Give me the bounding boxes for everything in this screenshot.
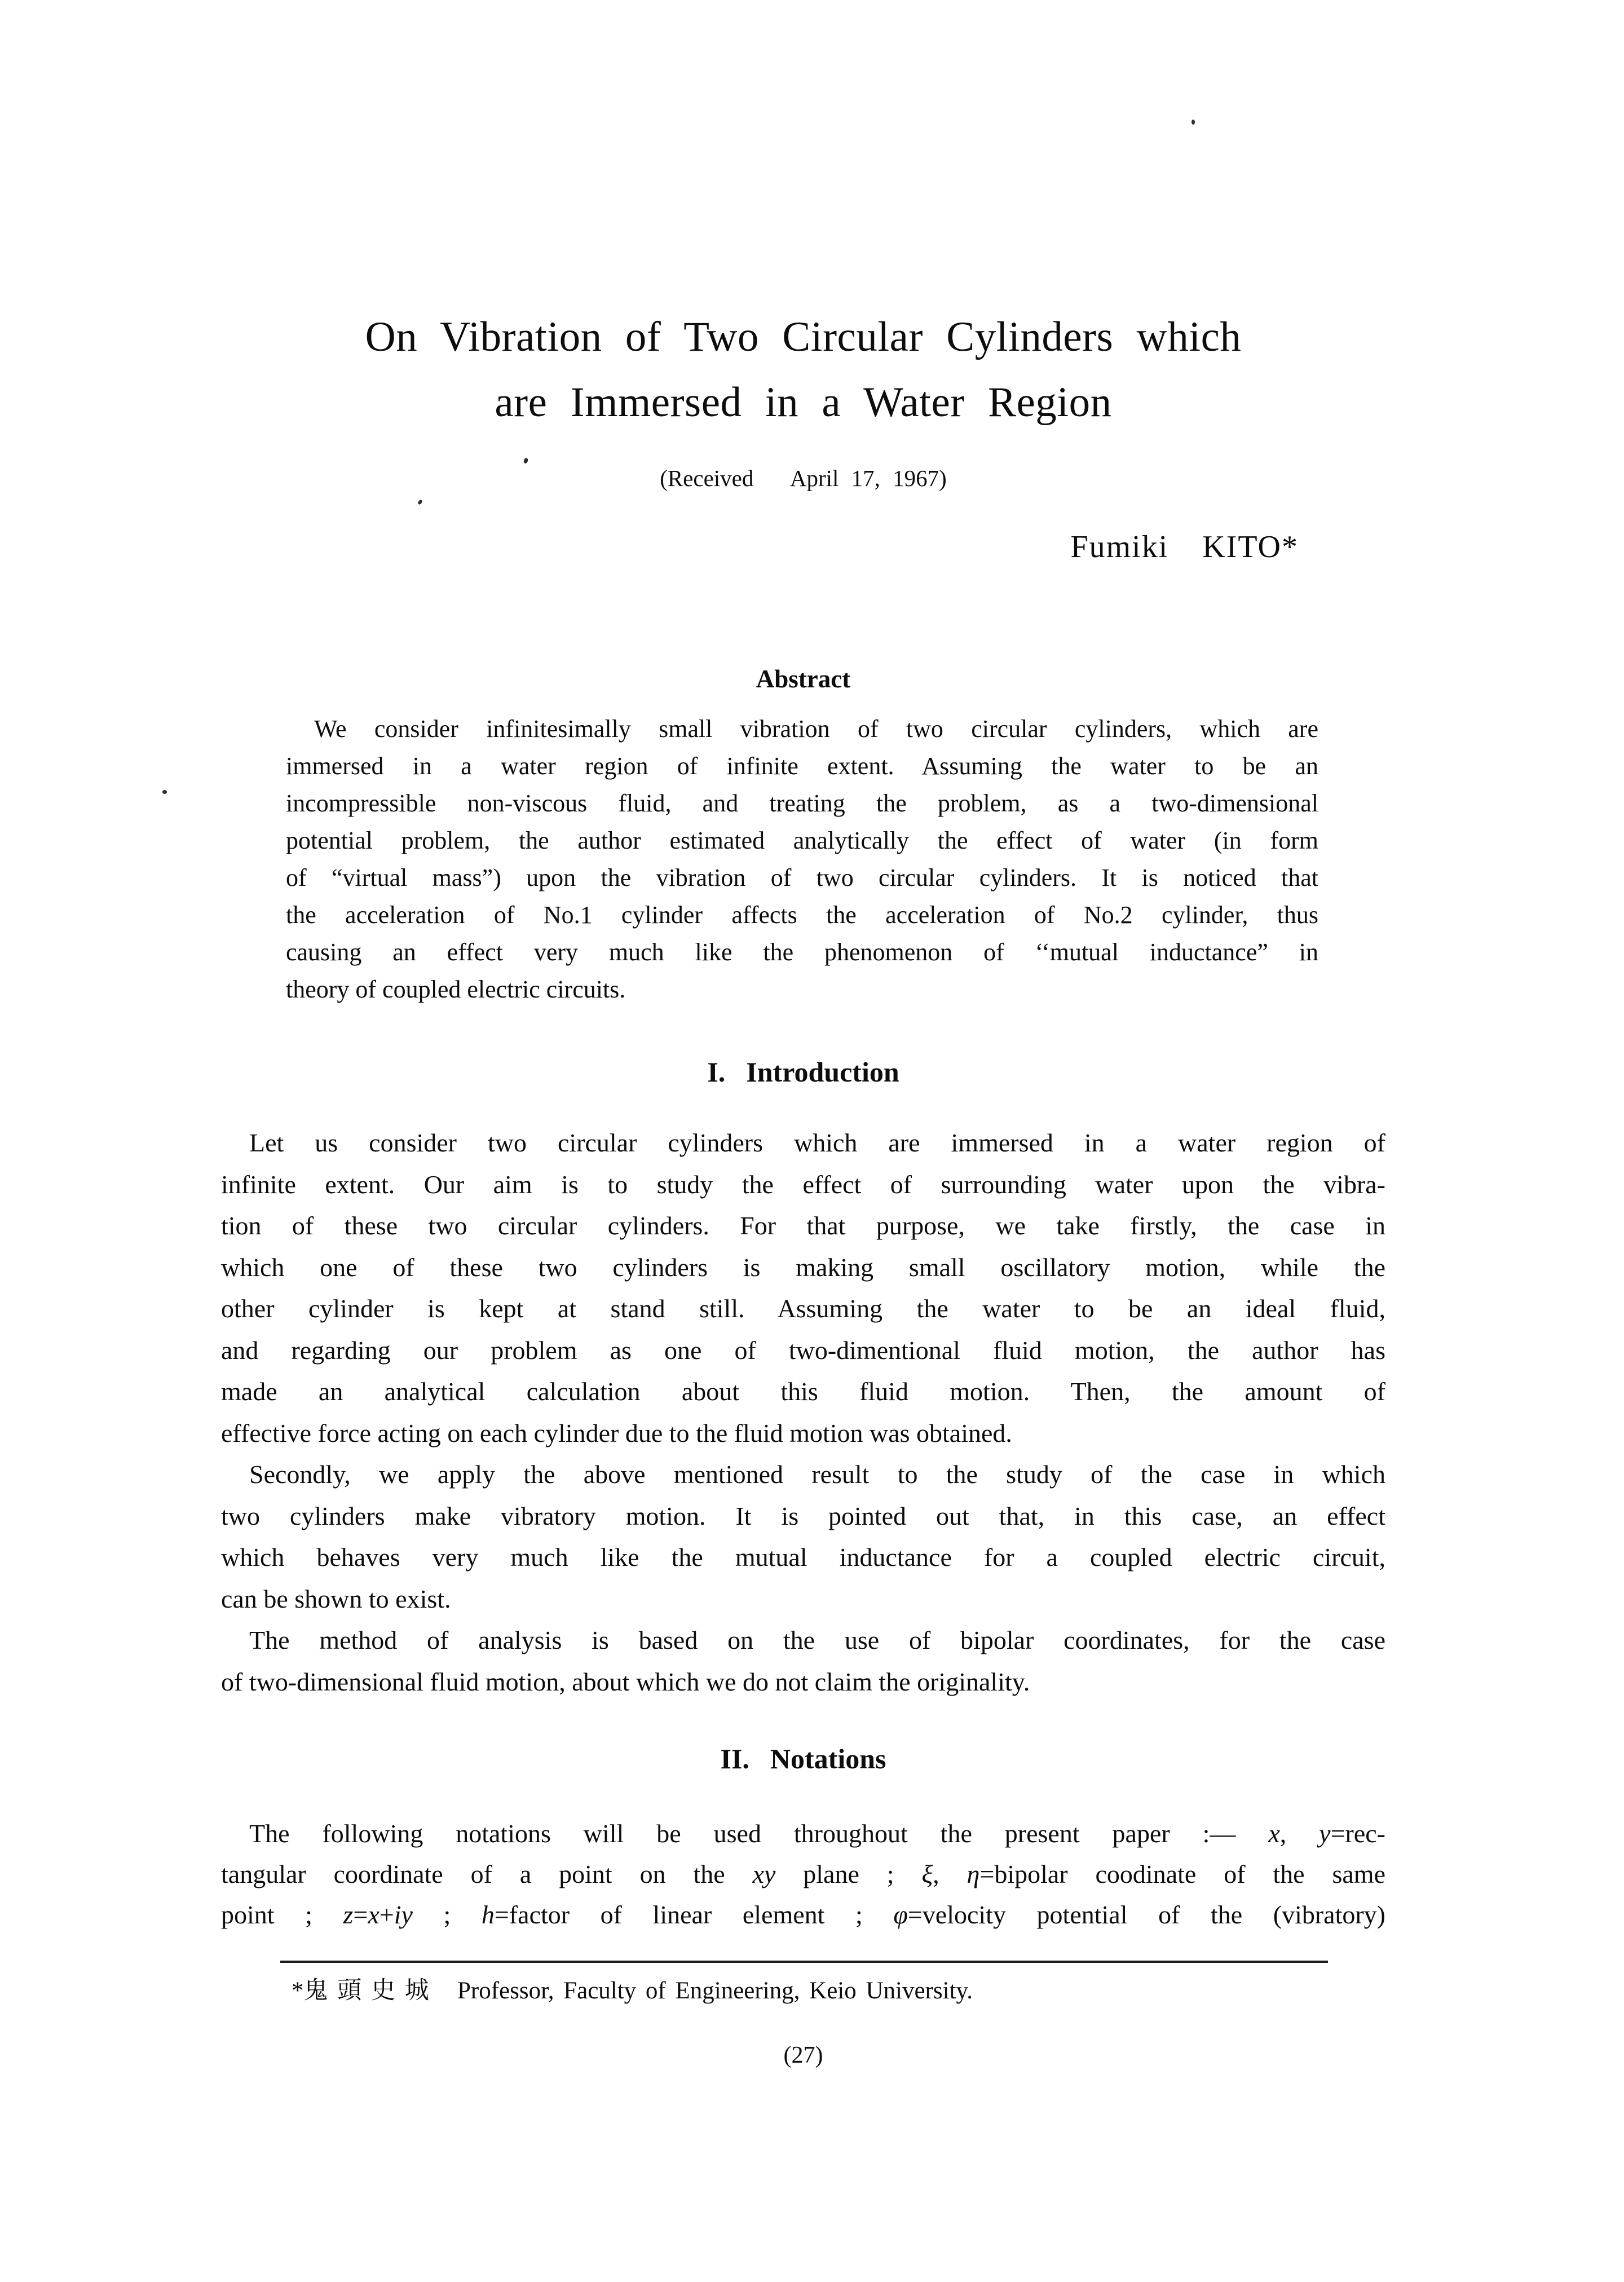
paper-title-line-2: are Immersed in a Water Region: [495, 379, 1112, 426]
author-name: Fumiki KITO*: [1070, 529, 1299, 564]
text-line: which one of these two cylinders is making small oscillatory motion, while the: [221, 1252, 1385, 1282]
footnote-rule: [280, 1961, 1328, 1963]
text-line: tion of these two circular cylinders. For that purpose, we take firstly, the case in: [221, 1211, 1385, 1240]
scan-artifact-dot: [417, 499, 423, 505]
footnote-text: *鬼 頭 史 城 Professor, Faculty of Engineering, Keio University.: [292, 1978, 973, 2004]
text-line: infinite extent. Our aim is to study the effect of surrounding water upon the vibra-: [221, 1169, 1385, 1199]
text-line: can be shown to exist.: [221, 1584, 451, 1613]
introduction-paragraph-3: [221, 1619, 1385, 1702]
text-line: Let us consider two circular cylinders which are immersed in a water region of: [249, 1128, 1385, 1157]
text-line: other cylinder is kept at stand still. Assuming the water to be an ideal fluid,: [221, 1294, 1385, 1323]
text-line: The following notations will be used throughout the present paper :— x, y=rec-: [249, 1819, 1385, 1848]
paper-title: [221, 304, 1385, 435]
text-line: incompressible non-viscous fluid, and treating the problem, as a two-dimensional: [286, 789, 1318, 817]
scan-artifact-dot: [1191, 120, 1195, 125]
text-line: point ; z=x+iy ; h=factor of linear element ; φ=velocity potential of the (vibratory): [221, 1900, 1385, 1929]
notations-section: [221, 1813, 1385, 1935]
text-line: immersed in a water region of infinite extent. Assuming the water to be an: [286, 752, 1318, 780]
text-line: of two-dimensional fluid motion, about which we do not claim the originality.: [221, 1667, 1030, 1696]
abstract-paragraph: [286, 710, 1318, 1008]
text-line: theory of coupled electric circuits.: [286, 976, 626, 1003]
text-line: of “virtual mass”) upon the vibration of two circular cylinders. It is noticed that: [286, 864, 1318, 891]
text-line: and regarding our problem as one of two-dimentional fluid motion, the author has: [221, 1335, 1385, 1365]
text-line: We consider infinitesimally small vibration of two circular cylinders, which are: [314, 715, 1318, 743]
text-line: Secondly, we apply the above mentioned result to the study of the case in which: [249, 1460, 1385, 1489]
abstract-heading: Abstract: [756, 665, 851, 693]
section-heading-introduction: I. Introduction: [707, 1056, 899, 1088]
notations-paragraph-1: [221, 1813, 1385, 1935]
text-line: potential problem, the author estimated analytically the effect of water (in form: [286, 827, 1318, 854]
text-line: two cylinders make vibratory motion. It is pointed out that, in this case, an effect: [221, 1501, 1385, 1530]
introduction-paragraph-1: [221, 1122, 1385, 1454]
text-line: causing an effect very much like the phenomenon of ‘‘mutual inductance” in: [286, 938, 1318, 966]
introduction-section: [221, 1122, 1385, 1702]
text-line: effective force acting on each cylinder due to the fluid motion was obtained.: [221, 1418, 1012, 1447]
introduction-paragraph-2: [221, 1454, 1385, 1619]
scan-artifact-dot: [162, 790, 167, 794]
paper-title-line-1: On Vibration of Two Circular Cylinders which: [365, 314, 1242, 360]
text-line: which behaves very much like the mutual inductance for a coupled electric circuit,: [221, 1543, 1385, 1572]
section-heading-notations: II. Notations: [720, 1743, 886, 1775]
text-line: The method of analysis is based on the use of bipolar coordinates, for the case: [249, 1626, 1385, 1654]
received-date: (Received April 17, 1967): [660, 465, 947, 491]
text-line: the acceleration of No.1 cylinder affects the acceleration of No.2 cylinder, thus: [286, 901, 1318, 929]
text-line: tangular coordinate of a point on the xy plane ; ξ, η=bipolar coodinate of the same: [221, 1860, 1385, 1888]
page-number: (27): [783, 2042, 823, 2068]
text-line: made an analytical calculation about this fluid motion. Then, the amount of: [221, 1377, 1385, 1406]
